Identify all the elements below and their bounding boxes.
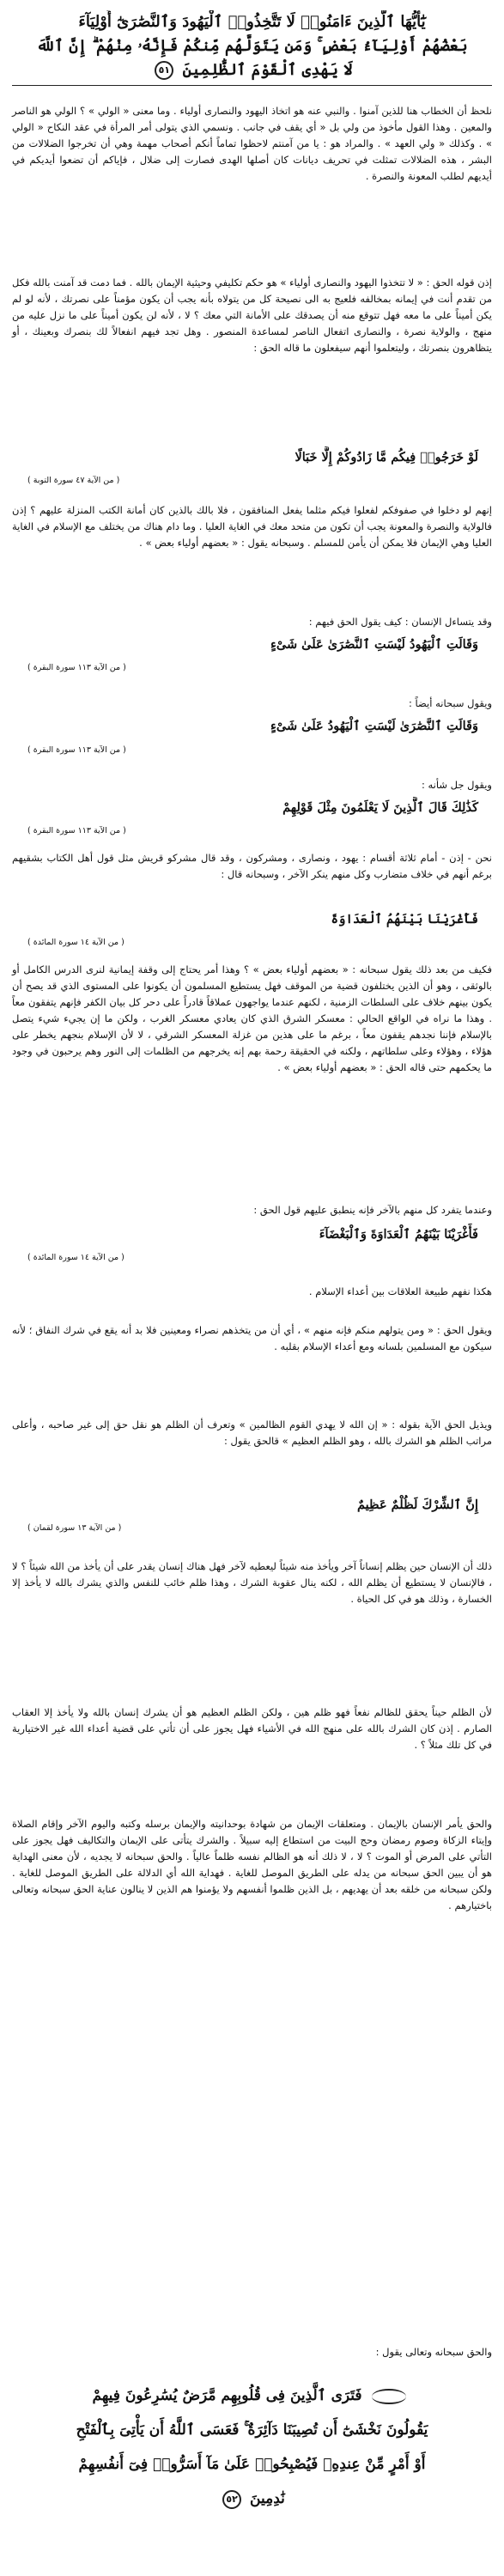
verse-reference-text: ( من الآية ١١٣ سورة البقرة ) (27, 745, 126, 755)
ayah-number-badge: ٥٢ (222, 2490, 241, 2509)
paragraph: ويقول جل شأنه : (421, 779, 492, 791)
paragraph: وعندما يتفرد كل منهم بالآخر فإنه ينطبق عليهم قول الحق : (253, 1204, 492, 1216)
paragraph: إنهم لو دخلوا في صفوفكم لفعلوا فيكم مثلما يفعل المنافقون ، فلا بالك بالذين كان أمانة الكتب المنزلة عليهم ؟ إذن فالولاية والنصرة والمعونة يجب أن تكون من متحد معك في الغاية العليا . وما دام هناك من يختلف مع الإسلام في الغاية العليا وهي الإيمان فلا يمكن أن يأمن للمسلم . وسبحانه يقول : « بعضهم أولياء بعض » . (12, 504, 492, 549)
quran-quote: إِنَّ ٱلشِّرْكَ لَظُلْمٌ عَظِيمٌ (357, 1498, 478, 1512)
quran-quote: لَوْ خَرَجُوا۟ فِيكُم مَّا زَادُوكُمْ إِلَّا خَبَالًا (295, 450, 478, 465)
quran-header-verse (12, 10, 492, 86)
paragraph: ويقول سبحانه أيضاً : (409, 697, 492, 709)
verse-reference-text: ( من الآية ١٤ سورة المائدة ) (27, 938, 124, 947)
ornament-icon (372, 2389, 406, 2404)
paragraph: ويقول الحق : « ومن يتولهم منكم فإنه منهم » ، أي أن من يتخذهم نصراء ومعينين فلا بد أنه يقع في شرك النفاق ؛ لأنه سيكون مع المسلمين بلسانه ومع أعداء الإسلام بقلبه . (12, 1324, 492, 1352)
quran-header-line-1: يَٰٓأَيُّهَا ٱلَّذِينَ ءَامَنُوا۟ لَا تَتَّخِذُوا۟ ٱلْيَهُودَ وَٱلنَّصَٰرَىٰٓ أَوْلِيَآءَ (78, 13, 426, 31)
quran-header-line-2: بَعْضُهُمْ أَوْلِيَآءُ بَعْضٍ ۚ وَمَن يَتَوَلَّهُم مِّنكُمْ فَإِنَّهُۥ مِنْهُمْ ۗ إِنَّ ٱللَّهَ (36, 37, 468, 55)
verse-reference (12, 1251, 492, 1264)
quran-quote: وَقَالَتِ ٱلْيَهُودُ لَيْسَتِ ٱلنَّصَٰرَىٰ عَلَىٰ شَىْءٍ (270, 637, 478, 652)
paragraph: لأن الظلم حيناً يحقق للظالم نفعاً فهو ظلم هين ، ولكن الظلم العظيم هو أن يشرك إنسان بالله ولا يأخذ إلا العقاب الصارم . إذن كان الشرك بالله على منهج الله في الأشياء فهل يجوز على أن تأتي على قضية أعداء الله غير الاختيارية في كل تلك مثلاً ؟ . (12, 1706, 492, 1751)
quran-footer-line-1 (12, 2379, 492, 2413)
verse-reference (12, 824, 492, 837)
quran-quote: كَذَٰلِكَ قَالَ ٱلَّذِينَ لَا يَعْلَمُونَ مِثْلَ قَوْلِهِمْ (282, 800, 478, 815)
quran-quote: فَأَغْرَيْنَا بَيْنَهُمُ ٱلْعَدَاوَةَ وَٱلْبَغْضَآءَ (319, 1227, 478, 1242)
verse-reference (12, 661, 492, 674)
paragraph: نحن - إذن - أمام ثلاثة أقسام : يهود ، ونصارى ، ومشركون ، وقد قال مشركو قريش مثل قول أهل الكتاب بشقيهم برغم أنهم في خلاف متضارب وكل منهم ينكر الآخر ، وسبحانه قال : (12, 852, 492, 880)
paragraph: ذلك أن الإنسان حين يظلم إنساناً آخر ويأخذ منه شيئاً ليعطيه لآخر فهل هناك إنسان يقدر على أن يأخذ من الله شيئاً ؟ لا ، فالإنسان لا يستطيع أن يظلم الله ، لكنه ينال عقوبة الشرك ، وهذا ظلم خائب للنفس والذي يشرك بالله لا يأخذ إلا الخسارة ، وذلك هو في كل الحياة . (12, 1560, 492, 1605)
quran-footer-line-1-text: فَتَرَى ٱلَّذِينَ فِى قُلُوبِهِم مَّرَضٌ يُسَٰرِعُونَ فِيهِمْ (92, 2387, 362, 2404)
quran-footer-line-4-text: نَٰدِمِينَ (250, 2490, 285, 2507)
ayah-number-badge: ٥١ (155, 61, 173, 80)
quran-quote: وَقَالَتِ ٱلنَّصَٰرَىٰ لَيْسَتِ ٱلْيَهُودُ عَلَىٰ شَىْءٍ (270, 719, 478, 733)
verse-reference (12, 936, 492, 949)
verse-reference-text: ( من الآية ٤٧ سورة التوبة ) (27, 476, 120, 485)
paragraph: وقد يتساءل الإنسان : كيف يقول الحق فيهم : (308, 616, 492, 628)
quran-footer-line-2: يَقُولُونَ نَخْشَىٰٓ أَن تُصِيبَنَا دَآئِرَةٌ ۚ فَعَسَى ٱللَّهُ أَن يَأْتِىَ بِٱلْفَتْحِ (76, 2421, 428, 2439)
quran-header-line-3-text: لَا يَهْدِى ٱلْقَوْمَ ٱلظَّٰلِمِينَ (182, 61, 353, 79)
paragraph: نلحظ أن الخطاب هنا للذين آمنوا . والنبي عنه هو اتخاذ اليهود والنصارى أولياء . وما معنى « الولي » ؟ الولي هو الناصر والمعين . وهذا القول مأخوذ من ولي بل « أي يقف في جانب . ونسمي الذي يتولى أمر المرأة في عقد النكاح « الولي » . وكذلك « ولي العهد » . والمراد هو : يا من آمنتم لاحظوا تماماً أنكم أصحاب مهمة وهي أن تخرجوا الضلالات من البشر ، هذه الضلالات تمثلت في تحريف ديانات كان أصلها الهدى فصارت إلى ضلال ، فإياكم أن تضعوا أيديكم في أيديهم لطلب المعونة والنصرة . (12, 105, 492, 182)
quran-footer-verse (12, 2379, 492, 2542)
verse-reference-text: ( من الآية ١١٣ سورة البقرة ) (27, 663, 126, 672)
quran-footer-line-4 (12, 2482, 492, 2516)
paragraph: والحق سبحانه وتعالى يقول : (375, 2346, 492, 2358)
verse-reference (12, 744, 492, 756)
quran-footer-line-3: أَوْ أَمْرٍ مِّنْ عِندِهِۦ فَيُصْبِحُوا۟ عَلَىٰ مَآ أَسَرُّوا۟ فِىٓ أَنفُسِهِمْ (78, 2456, 426, 2473)
verse-reference-text: ( من الآية ١١٣ سورة البقرة ) (27, 826, 126, 835)
verse-reference (12, 1522, 492, 1534)
paragraph: إذن قوله الحق : « لا تتخذوا اليهود والنصارى أولياء » هو حكم تكليفي وحيثية الإيمان بالله . فما دمت قد آمنت بالله فكل من تقدم أنت في إيمانه بمخالفه فلعيج به الى نصيحة كل من يتولاه بأنه يجب أن يكون مؤمناً على نصرتك ، لأنه لو لم يكن أميناً على ما معه فهل تتوقع منه أن يصدقك على الأمانة التي معك ؟ لا ، لأنه لن يكون أميناً على ما نزل عليه من منهج ، والولاية نصرة ، والنصارى اتفعال الناصر لمساعدة المنصور . وهل تجد فيهم انفعالاً لك بنصرك وبعينك ، أو يتظاهرون بنصرتك ، وليتعلموا أنهم سيفعلون ما قاله الحق : (12, 276, 492, 354)
quran-header-line-3 (12, 58, 492, 82)
paragraph: والحق يأمر الإنسان بالإيمان . ومتعلقات الإيمان من شهادة بوحدانيته والإيمان برسله وكتبه واليوم الآخر وإقام الصلاة وإيتاء الزكاة وصوم رمضان وحج البيت من استطاع إليه سبيلاً . والشرك يتأتى على الإيمان والتكاليف فهل يجوز على التأتي على المرض أو الموت ؟ لا ، لا ذلك أنه هو الظالم نفسه ظلماً عالياً . والحق سبحانه لا يجديه ، لأن معنى الهداية هو أن يبين الحق سبحانه من يدله على الطريق الموصل للغاية . فهداية الله أي الدلالة على الطريق الموصل للغاية . ولكن سبحانه من خلقه بعد أن يهديهم ، بل الذين ظلموا أنفسهم ولا يؤمنوا هم الذين لا ينالون عناية الحق سبحانه وتعالى باختيارهم . (12, 1818, 492, 1911)
paragraph: فكيف من بعد ذلك يقول سبحانه : « بعضهم أولياء بعض » ؟ وهذا أمر يحتاج إلى وقفة إيمانية لنرى الدرس الكامل أو بالوثقى ، وهو أن الذين يختلفون قضية من الموقف فهل يستطيع المسلمون أن يكونوا على المستوى الذي قد يصح أن يكون بينهم خلاف على السلطات الزمنية ، لكنهم عندما يواجهون عملاقاً قادراً على دحر كل بيان الكفر فإنهم يتفقون معاً . وهذا ما نراه في الواقع الحالي : معسكر الشرق الذي كان يعادي معسكر الغرب ، ولكن ما إن يجيء شيء يتصل بالإسلام فإننا نجدهم يقفون معاً ، برغم ما على هذين من غزلة المعسكر الشرقي ، لا لأن الإسلام بنجهم يخطر على هؤلاء ، وهؤلاء وعلى سلطاتهم ، ولكنه في الحقيقة رحمة بهم إنه يخرجهم من الظلمات إلى النور وهم يرحبون في وجود ما يحكمهم حتى قاله الحق : « بعضهم أولياء بعض » . (12, 963, 492, 1073)
quran-quote: فَأَغْرَيْنَا بَيْنَهُمُ ٱلْعَدَاوَةَ (331, 912, 478, 927)
paragraph: هكذا نفهم طبيعة العلاقات بين أعداء الإسلام . (308, 1285, 492, 1297)
verse-reference-text: ( من الآية ١٣ سورة لقمان ) (27, 1523, 122, 1533)
verse-reference-text: ( من الآية ١٤ سورة المائدة ) (27, 1253, 124, 1262)
paragraph: ويذيل الحق الآية بقوله : « إن الله لا يهدي القوم الظالمين » وتعرف أن الظلم هو نقل حق إلى غير صاحبه ، وأعلى مراتب الظلم هو الشرك بالله ، وهو الظلم العظيم » قالحق يقول : (12, 1419, 492, 1447)
verse-reference (12, 474, 492, 487)
